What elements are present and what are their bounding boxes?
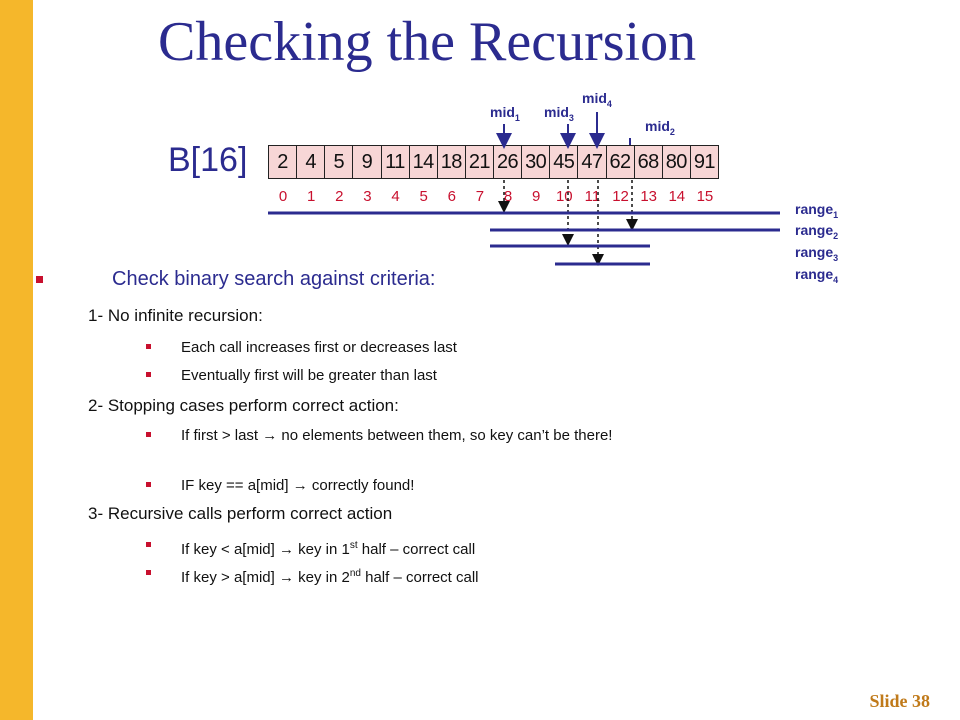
bullet-square-icon: [146, 542, 151, 547]
criterion-1: 1- No infinite recursion:: [88, 306, 263, 325]
array-index: 10: [555, 188, 573, 205]
range2-label: range$_2$: [795, 222, 839, 241]
bullet-square-icon: [146, 570, 151, 575]
array-cell: 80: [662, 145, 691, 179]
array-cell: 4: [296, 145, 325, 179]
array-cell: 30: [521, 145, 550, 179]
array-cell: 26: [493, 145, 522, 179]
array-cell: 21: [465, 145, 494, 179]
array-cell: 45: [549, 145, 578, 179]
search-diagram: [0, 0, 960, 300]
array-index: 15: [696, 188, 714, 205]
array-index: 7: [475, 188, 485, 205]
range1-label: range$_1$: [795, 201, 839, 220]
array-cell: 68: [634, 145, 663, 179]
range4-label: range$_4$: [795, 266, 839, 285]
array-cell: 9: [352, 145, 381, 179]
array-index: 6: [447, 188, 456, 205]
bullet-square-icon: [146, 482, 151, 487]
range3-label: range$_3$: [795, 244, 839, 263]
bullet-square-icon: [146, 432, 151, 437]
array-index: 4: [391, 188, 400, 205]
array-cell: 11: [381, 145, 410, 179]
array-index: 12: [612, 188, 629, 205]
array-cell: 62: [606, 145, 635, 179]
array-index: 2: [335, 188, 344, 205]
array-index: 0: [278, 188, 288, 205]
array-index: 9: [532, 188, 541, 205]
bullet-square-icon: [36, 276, 43, 283]
slide-title: Checking the Recursion: [158, 11, 697, 73]
mid4-label: mid$_4$: [582, 90, 612, 109]
array-cell: 14: [409, 145, 438, 179]
array-index: 8: [503, 188, 513, 205]
array-index: 3: [363, 188, 372, 205]
slide-number: Slide 38: [869, 691, 930, 711]
array-label: B[16]: [168, 141, 248, 179]
array-index: 13: [640, 188, 658, 205]
array-index: 1: [307, 188, 316, 205]
mid3-label: mid$_3$: [544, 104, 574, 123]
criterion-2: 2- Stopping cases perform correct action:: [88, 396, 399, 415]
array-cell: 18: [437, 145, 466, 179]
array-index: 14: [668, 188, 686, 205]
bullet-square-icon: [146, 372, 151, 377]
array-index: 11: [584, 188, 601, 205]
array-index: 5: [419, 188, 428, 205]
array-cell: 91: [690, 145, 719, 179]
bullet-square-icon: [146, 344, 151, 349]
array-cell: 47: [577, 145, 606, 179]
mid2-label: mid$_2$: [645, 118, 675, 137]
criterion-3: 3- Recursive calls perform correct action: [88, 504, 393, 523]
array-cell: 2: [268, 145, 297, 179]
mid1-label: mid$_1$: [490, 104, 520, 123]
array-cell: 5: [324, 145, 353, 179]
